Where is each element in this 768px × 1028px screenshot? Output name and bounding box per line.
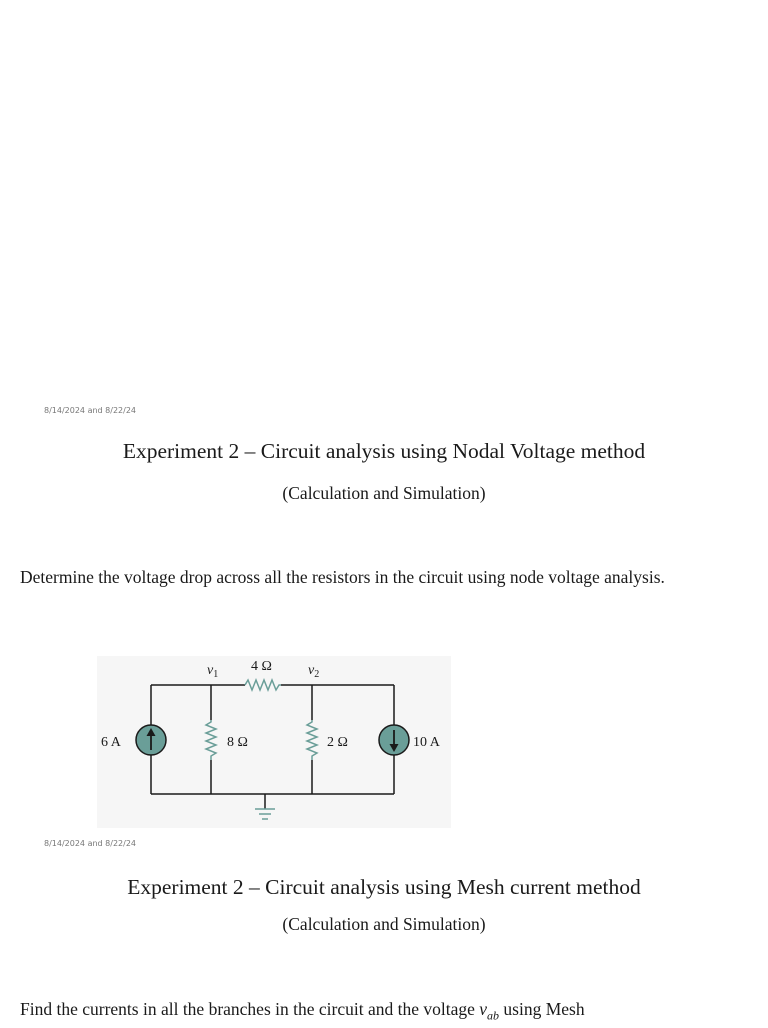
circuit-diagram [97, 656, 451, 828]
resistor-2ohm-label: 2 Ω [327, 735, 348, 750]
node-v1-label: $v_1$ [207, 663, 219, 680]
current-source-10a [379, 725, 409, 755]
problem-statement-mesh [20, 998, 740, 1028]
resistor-8ohm-label: 8 Ω [227, 735, 248, 750]
date-stamp-1: 8/14/2024 and 8/22/24 [44, 406, 136, 415]
current-source-6a [136, 725, 166, 755]
page-title-mesh: Experiment 2 – Circuit analysis using Mesh current method [127, 875, 641, 899]
problem-text-end: using Mesh [499, 999, 585, 1019]
page-subtitle-nodal: (Calculation and Simulation) [282, 483, 486, 503]
problem-statement-nodal: Determine the voltage drop across all the resistors in the circuit using node voltage analysis. [20, 567, 665, 587]
node-v2-label: $v_2$ [308, 663, 320, 680]
source-10a-label: 10 A [413, 735, 440, 750]
date-stamp-2: 8/14/2024 and 8/22/24 [44, 839, 136, 848]
source-6a-label: 6 A [101, 735, 121, 750]
page-subtitle-mesh: (Calculation and Simulation) [282, 914, 486, 934]
voltage-subscript: ab [487, 1008, 500, 1023]
resistor-4ohm-label: 4 Ω [251, 659, 272, 674]
voltage-variable: v [479, 999, 488, 1019]
page-title-nodal: Experiment 2 – Circuit analysis using Nodal Voltage method [122, 439, 646, 463]
problem-text-start: Find the currents in all the branches in the circuit and the voltage [20, 999, 480, 1019]
